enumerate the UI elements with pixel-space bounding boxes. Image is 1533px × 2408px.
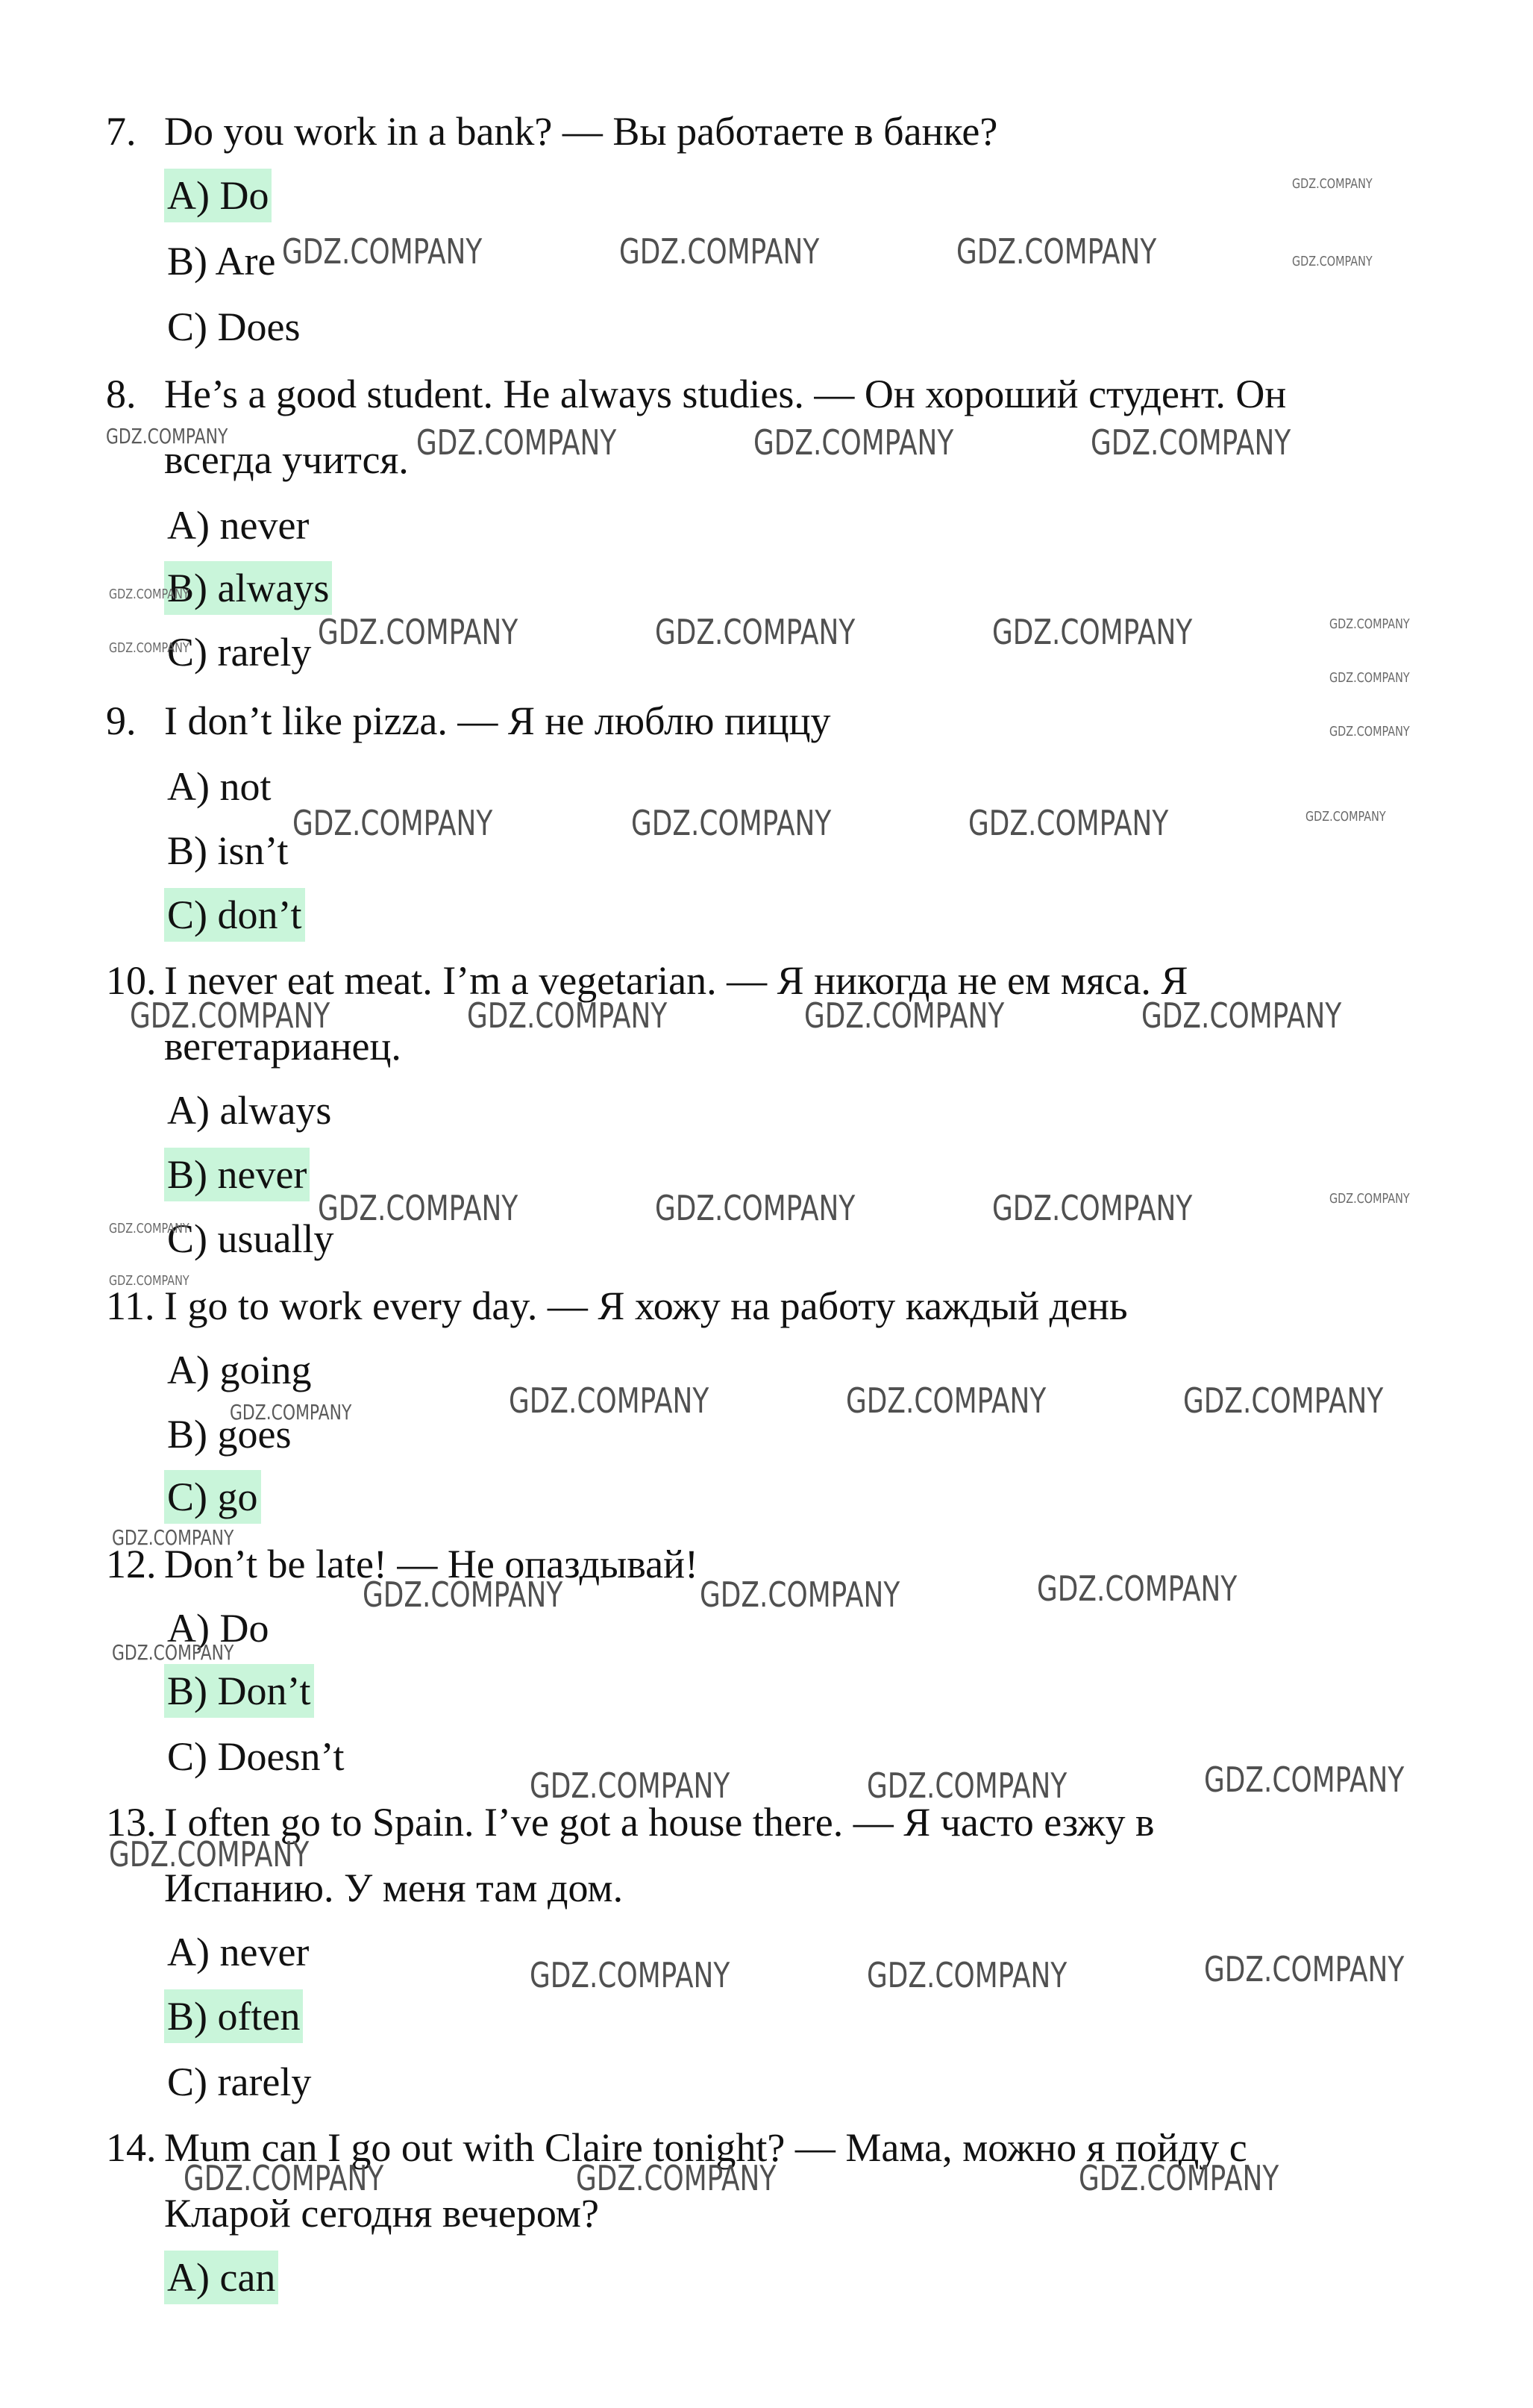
watermark: GDZ.COMPANY [1329, 616, 1410, 632]
option-a: A) not [167, 764, 272, 809]
watermark: GDZ.COMPANY [655, 1188, 856, 1228]
option-a-correct: A) can [164, 2251, 278, 2304]
watermark: GDZ.COMPANY [184, 2158, 384, 2198]
question-text: I never eat meat. I’m a vegetarian. — Я никогда не ем мяса. Я [164, 958, 1188, 1003]
watermark: GDZ.COMPANY [1204, 1949, 1405, 1989]
option-b: B) Are [167, 239, 276, 284]
watermark: GDZ.COMPANY [112, 1640, 234, 1665]
watermark: GDZ.COMPANY [509, 1380, 709, 1421]
watermark: GDZ.COMPANY [1141, 995, 1342, 1036]
option-c: C) rarely [167, 630, 312, 675]
watermark: GDZ.COMPANY [1292, 254, 1373, 269]
question-number: 13. [106, 1800, 157, 1845]
option-c: C) Does [167, 304, 301, 349]
question-text-continued: вегетарианец. [164, 1024, 401, 1069]
watermark: GDZ.COMPANY [1079, 2158, 1279, 2198]
watermark: GDZ.COMPANY [416, 422, 617, 463]
option-b-correct: B) never [164, 1148, 310, 1201]
option-c-correct: C) go [164, 1470, 261, 1524]
question-text-continued: всегда учится. [164, 437, 409, 482]
question-text: He’s a good student. He always studies. — Он хороший студент. Он [164, 372, 1287, 416]
option-a: A) never [167, 1930, 310, 1974]
watermark: GDZ.COMPANY [619, 231, 820, 272]
option-a: A) never [167, 503, 310, 548]
watermark: GDZ.COMPANY [992, 1188, 1193, 1228]
watermark: GDZ.COMPANY [1305, 809, 1386, 825]
watermark: GDZ.COMPANY [292, 803, 493, 843]
option-b-correct: B) Don’t [164, 1664, 314, 1718]
watermark: GDZ.COMPANY [867, 1955, 1068, 1995]
watermark: GDZ.COMPANY [1037, 1569, 1238, 1609]
option-c: C) usually [167, 1216, 334, 1261]
option-a: A) going [167, 1348, 312, 1392]
watermark: GDZ.COMPANY [1183, 1380, 1384, 1421]
watermark: GDZ.COMPANY [318, 1188, 518, 1228]
watermark: GDZ.COMPANY [282, 231, 483, 272]
watermark: GDZ.COMPANY [1329, 724, 1410, 739]
option-a-correct: A) Do [164, 169, 272, 222]
watermark: GDZ.COMPANY [956, 231, 1157, 272]
watermark: GDZ.COMPANY [530, 1955, 730, 1995]
question-text: Don’t be late! — Не опаздывай! [164, 1542, 698, 1586]
question-number: 9. [106, 698, 137, 743]
watermark: GDZ.COMPANY [1292, 176, 1373, 192]
question-text-continued: Испанию. У меня там дом. [164, 1866, 624, 1910]
watermark: GDZ.COMPANY [106, 424, 228, 448]
question-text: I often go to Spain. I’ve got a house there. — Я часто езжу в [164, 1800, 1155, 1845]
option-b-correct: B) always [164, 561, 332, 615]
watermark: GDZ.COMPANY [230, 1400, 352, 1425]
watermark: GDZ.COMPANY [109, 1221, 189, 1236]
watermark: GDZ.COMPANY [753, 422, 954, 463]
watermark: GDZ.COMPANY [109, 587, 189, 602]
option-c-correct: C) don’t [164, 888, 305, 942]
watermark: GDZ.COMPANY [112, 1525, 234, 1550]
watermark: GDZ.COMPANY [804, 995, 1005, 1036]
question-text: Mum can I go out with Claire tonight? — Мама, можно я пойду с [164, 2125, 1247, 2170]
watermark: GDZ.COMPANY [1329, 1191, 1410, 1207]
question-text: Do you work in a bank? — Вы работаете в банке? [164, 109, 998, 154]
watermark: GDZ.COMPANY [363, 1574, 563, 1615]
watermark: GDZ.COMPANY [867, 1766, 1068, 1806]
option-b: B) isn’t [167, 828, 289, 873]
watermark: GDZ.COMPANY [700, 1574, 900, 1615]
watermark: GDZ.COMPANY [109, 640, 189, 656]
watermark: GDZ.COMPANY [846, 1380, 1047, 1421]
watermark: GDZ.COMPANY [530, 1766, 730, 1806]
option-b: B) goes [167, 1412, 292, 1457]
question-number: 11. [106, 1283, 155, 1328]
watermark: GDZ.COMPANY [968, 803, 1169, 843]
watermark: GDZ.COMPANY [1091, 422, 1291, 463]
question-number: 14. [106, 2125, 157, 2170]
option-b-correct: B) often [164, 1989, 303, 2043]
watermark: GDZ.COMPANY [1329, 670, 1410, 686]
watermark: GDZ.COMPANY [992, 612, 1193, 652]
watermark: GDZ.COMPANY [318, 612, 518, 652]
watermark: GDZ.COMPANY [1204, 1760, 1405, 1800]
option-c: C) Doesn’t [167, 1734, 345, 1779]
watermark: GDZ.COMPANY [576, 2158, 777, 2198]
question-number: 7. [106, 109, 137, 154]
watermark: GDZ.COMPANY [467, 995, 668, 1036]
watermark: GDZ.COMPANY [631, 803, 832, 843]
watermark: GDZ.COMPANY [130, 995, 330, 1036]
watermark: GDZ.COMPANY [655, 612, 856, 652]
question-number: 8. [106, 372, 137, 416]
question-number: 12. [106, 1542, 157, 1586]
question-text: I don’t like pizza. — Я не люблю пиццу [164, 698, 831, 743]
question-number: 10. [106, 958, 157, 1003]
watermark: GDZ.COMPANY [109, 1834, 310, 1874]
option-a: A) always [167, 1088, 332, 1133]
option-c: C) rarely [167, 2060, 312, 2104]
watermark: GDZ.COMPANY [109, 1273, 189, 1289]
question-text-continued: Кларой сегодня вечером? [164, 2191, 599, 2236]
question-text: I go to work every day. — Я хожу на работу каждый день [164, 1283, 1128, 1328]
option-a: A) Do [167, 1606, 269, 1651]
